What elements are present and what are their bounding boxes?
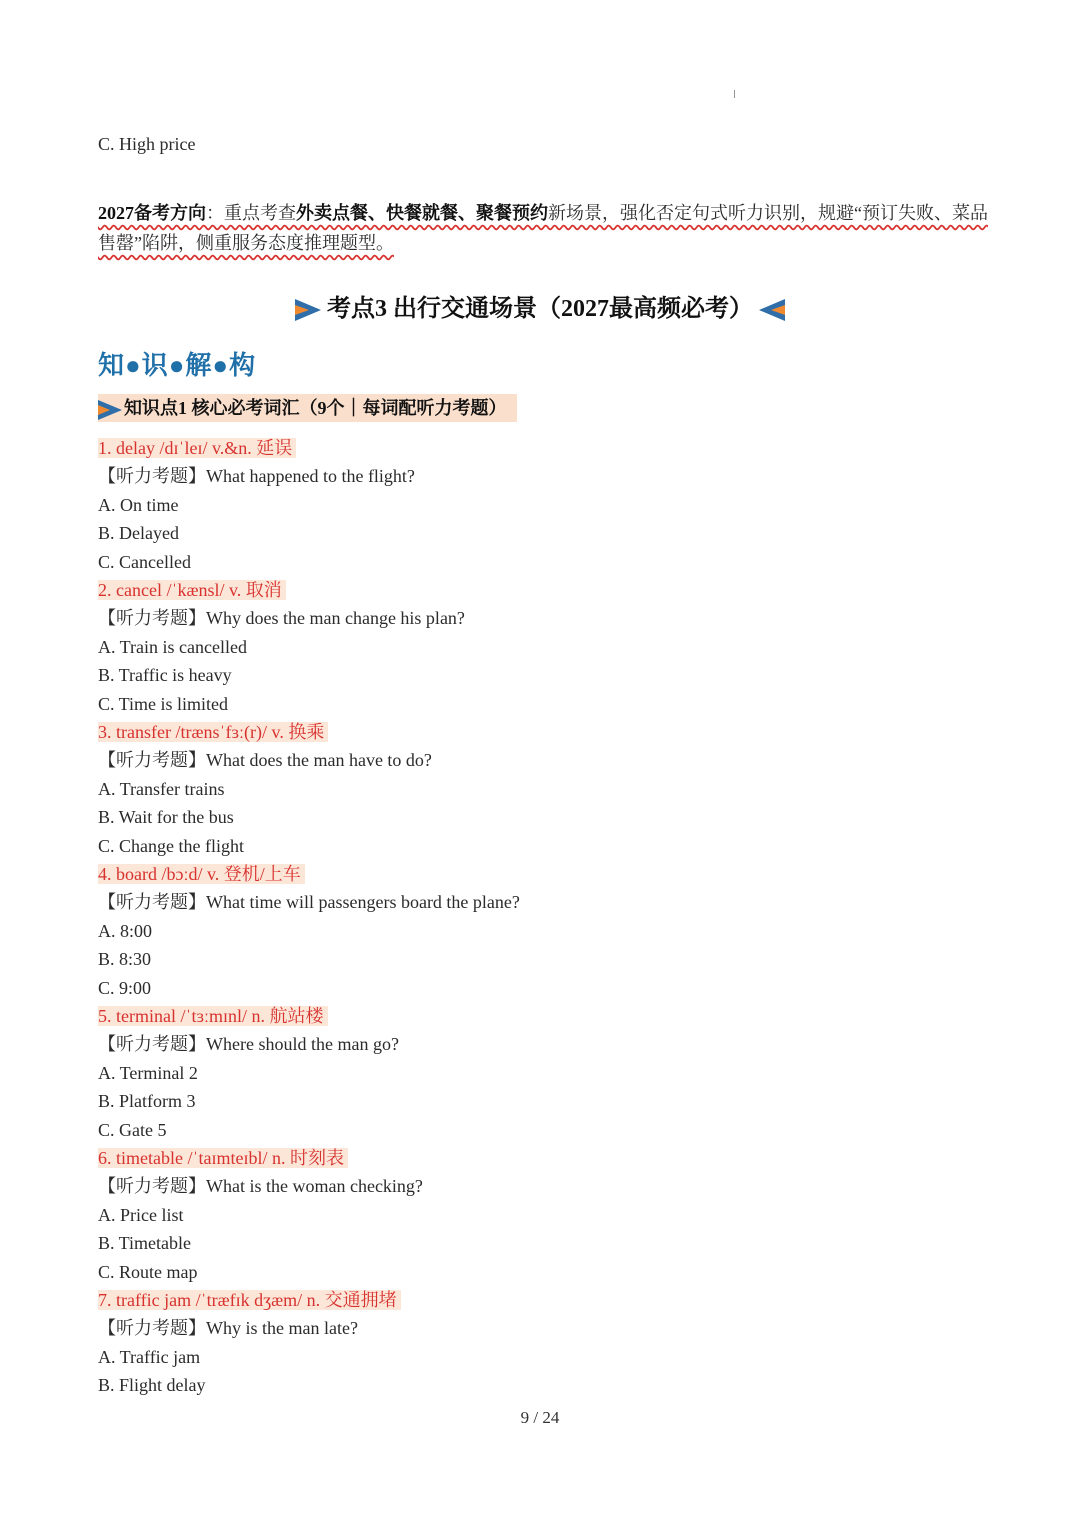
answer-option: A. Terminal 2 bbox=[98, 1062, 198, 1083]
answer-option: B. Flight delay bbox=[98, 1375, 206, 1396]
answer-option: A. Traffic jam bbox=[98, 1346, 201, 1367]
answer-option: A. Price list bbox=[98, 1204, 184, 1225]
answer-option: A. 8:00 bbox=[98, 920, 152, 941]
exam-direction-paragraph: 2027备考方向：重点考查外卖点餐、快餐就餐、聚餐预约新场景，强化否定句式听力识别，规避“预订失败、菜品售罄”陷阱，侧重服务态度推理题型。 bbox=[98, 203, 988, 253]
knowledge-structure-title: 知●识●解●构 bbox=[98, 351, 257, 380]
answer-option: B. Timetable bbox=[98, 1233, 192, 1254]
listening-question: 【听力考题】What is the woman checking? bbox=[98, 1176, 423, 1197]
listening-question: 【听力考题】What time will passengers board the plane? bbox=[98, 892, 520, 913]
listening-question: 【听力考题】What does the man have to do? bbox=[98, 750, 432, 771]
answer-option: C. 9:00 bbox=[98, 977, 152, 998]
answer-option: B. Delayed bbox=[98, 523, 179, 544]
answer-option: B. Traffic is heavy bbox=[98, 665, 232, 686]
listening-question: 【听力考题】Where should the man go? bbox=[98, 1034, 399, 1055]
answer-option: C. Route map bbox=[98, 1261, 198, 1282]
section-title: 考点3 出行交通场景（2027最高频必考） bbox=[327, 296, 753, 322]
direction-label: 2027备考方向 bbox=[98, 203, 206, 223]
scan-mark bbox=[734, 90, 735, 98]
answer-option: C. Gate 5 bbox=[98, 1119, 167, 1140]
listening-question: 【听力考题】Why is the man late? bbox=[98, 1318, 358, 1339]
right-triangle-icon bbox=[295, 299, 321, 321]
answer-option: B. Platform 3 bbox=[98, 1091, 196, 1112]
option-text: C. High price bbox=[98, 134, 196, 154]
answer-option: C. Cancelled bbox=[98, 551, 191, 572]
vocab-entry: 7. traffic jam /ˈtræfɪk dʒæm/ n. 交通拥堵 bbox=[98, 1288, 401, 1312]
knowledge-point-header: 知识点1 核心必考词汇（9个｜每词配听力考题） bbox=[98, 394, 517, 422]
answer-option: C. Time is limited bbox=[98, 693, 229, 714]
vocab-entry: 5. terminal /ˈtɜːmɪnl/ n. 航站楼 bbox=[98, 1004, 328, 1028]
vocab-entry: 4. board /bɔːd/ v. 登机/上车 bbox=[98, 862, 305, 886]
answer-option: C. Change the flight bbox=[98, 835, 244, 856]
answer-option: B. 8:30 bbox=[98, 949, 152, 970]
answer-option: A. On time bbox=[98, 494, 179, 515]
answer-option: A. Transfer trains bbox=[98, 778, 225, 799]
listening-question: 【听力考题】Why does the man change his plan? bbox=[98, 608, 465, 629]
vocab-entry: 1. delay /dɪˈleɪ/ v.&n. 延误 bbox=[98, 436, 296, 460]
vocab-entry: 3. transfer /trænsˈfɜː(r)/ v. 换乘 bbox=[98, 720, 328, 744]
answer-option: B. Wait for the bus bbox=[98, 807, 234, 828]
page-number: 9 / 24 bbox=[520, 1408, 560, 1427]
answer-option: A. Train is cancelled bbox=[98, 636, 247, 657]
vocab-entry: 6. timetable /ˈtaɪmteɪbl/ n. 时刻表 bbox=[98, 1146, 348, 1170]
listening-question: 【听力考题】What happened to the flight? bbox=[98, 466, 415, 487]
left-triangle-icon bbox=[759, 299, 785, 321]
arrow-icon bbox=[98, 400, 122, 420]
vocab-entry: 2. cancel /ˈkænsl/ v. 取消 bbox=[98, 578, 286, 602]
section-heading bbox=[0, 292, 1080, 326]
